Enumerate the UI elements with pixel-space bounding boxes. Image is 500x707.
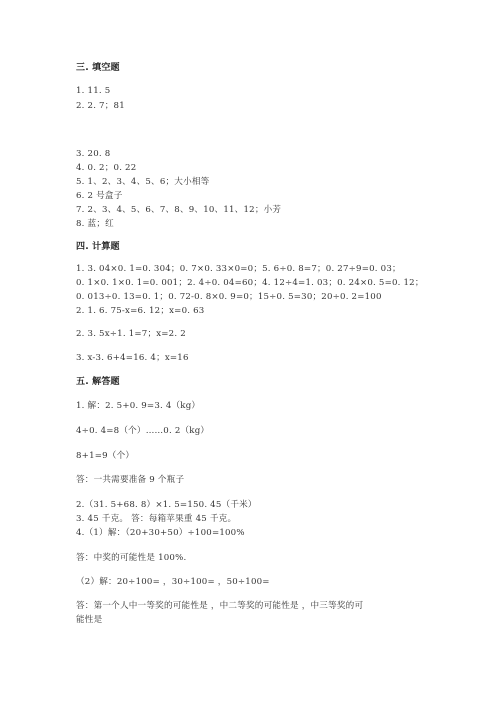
answer-line: 0. 1×0. 1×0. 1=0. 001；2. 4÷0. 04=60；4. 12÷4=1. 03；0. 24×0. 5=0. 12； <box>76 278 424 288</box>
answer-line: 3. 45 千克。 答：每箱苹果重 45 千克。 <box>76 514 237 524</box>
answer-line: 3. 20. 8 <box>76 149 111 159</box>
section-5-heading: 五. 解答题 <box>76 377 120 387</box>
answer-line: 2. 3. 5x÷1. 1=7；x=2. 2 <box>76 329 186 339</box>
answer-line: 6. 2 号盒子 <box>76 191 123 201</box>
answer-line: 1. 11. 5 <box>76 86 111 96</box>
answer-line: 0. 013÷0. 13=0. 1；0. 72-0. 8×0. 9=0；15÷0. 5=30；20÷0. 2=100 <box>76 292 382 302</box>
answer-line: 4.（1）解：（20+30+50）÷100=100% <box>76 528 245 538</box>
answer-line: 1. 3. 04×0. 1=0. 304；0. 7×0. 33×0=0；5. 6÷0. 8=7；0. 27÷9=0. 03； <box>76 264 401 274</box>
answer-line: 7. 2、3、4、5、6、7、8、9、10、11、12；小芳 <box>76 205 282 215</box>
answer-line: 答：一共需要准备 9 个瓶子 <box>76 475 185 485</box>
answer-line: 1. 解：2. 5+0. 9=3. 4（kg） <box>76 401 201 411</box>
answer-line: 3. x-3. 6+4=16. 4；x=16 <box>76 353 189 363</box>
answer-line: 2.（31. 5+68. 8）×1. 5=150. 45（千米） <box>76 500 257 510</box>
section-4-heading: 四. 计算题 <box>76 242 120 252</box>
answer-line: 答：中奖的可能性是 100%. <box>76 553 187 563</box>
answer-line: 能性是 <box>76 615 103 625</box>
answer-line: 8+1=9（个） <box>76 451 135 461</box>
section-3-heading: 三. 填空题 <box>76 63 120 73</box>
answer-line: 4÷0. 4=8（个）……0. 2（kg） <box>76 426 210 436</box>
answer-line: 2. 2. 7；81 <box>76 101 125 111</box>
answer-line: （2）解：20÷100= ，30÷100= ，50÷100= <box>76 577 270 587</box>
answer-line: 5. 1、2、3、4、5、6；大小相等 <box>76 177 210 187</box>
answer-line: 2. 1. 6. 75-x=6. 12；x=0. 63 <box>76 306 205 316</box>
answer-line: 4. 0. 2；0. 22 <box>76 163 137 173</box>
answer-line: 答：第一个人中一等奖的可能性是 ，中二等奖的可能性是 ，中三等奖的可 <box>76 601 364 611</box>
answer-line: 8. 蓝；红 <box>76 219 114 229</box>
